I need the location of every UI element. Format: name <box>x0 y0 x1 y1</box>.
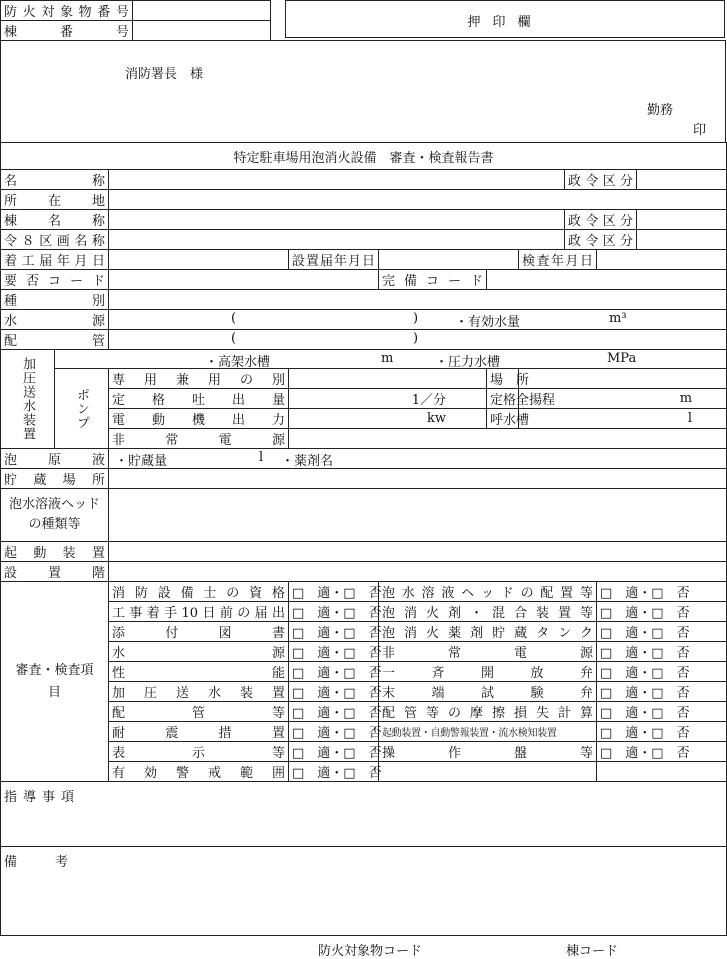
activation-field[interactable] <box>109 542 727 562</box>
elevated-tank-row[interactable] <box>55 350 727 369</box>
paren-close-2: ) <box>413 331 419 346</box>
addressee: 消防署長 様 <box>125 67 204 82</box>
pump-label: ポンプ <box>55 369 109 449</box>
unit-mpa: MPa <box>607 351 637 366</box>
building-name-field[interactable] <box>109 210 565 230</box>
unit-m3: m³ <box>609 311 627 326</box>
left-item-1: 工事着手10日前の届出 <box>109 602 289 622</box>
foam-head-type-label: 泡水溶液ヘッドの種類等 <box>1 489 109 542</box>
start-notice-field[interactable] <box>109 250 289 270</box>
location-field[interactable] <box>109 190 727 210</box>
right-check-7[interactable]: □ 適・□ 否 <box>597 722 727 742</box>
start-notice-label: 着工届年月日 <box>1 250 109 270</box>
piping-label: 配 管 <box>1 330 109 350</box>
left-item-5: 加圧送水装置 <box>109 682 289 702</box>
water-source-field[interactable] <box>109 310 727 330</box>
fire-object-number-field[interactable] <box>133 1 271 21</box>
priming-tank-label: 呼水槽 <box>487 409 519 429</box>
report-form <box>0 142 727 936</box>
paren-open: ( <box>231 311 237 326</box>
guidance-area[interactable] <box>1 782 727 847</box>
right-check-empty <box>597 762 727 782</box>
agent-name-label: ・薬剤名 <box>281 454 334 469</box>
left-check-8[interactable]: □ 適・□ 否 <box>289 742 379 762</box>
remarks-area[interactable] <box>1 847 727 936</box>
rated-discharge-unit: 1／分 <box>289 389 487 409</box>
motor-output-unit: kw <box>289 409 487 429</box>
foam-concentrate-label: 泡 原 液 <box>1 449 109 469</box>
left-item-7: 耐震措置 <box>109 722 289 742</box>
left-check-9[interactable]: □ 適・□ 否 <box>289 762 379 782</box>
remarks-label: 備 考 <box>4 855 73 870</box>
number-box <box>0 0 271 41</box>
seal-mark: 印 <box>693 123 707 138</box>
ordinance-field-2[interactable] <box>637 210 727 230</box>
unit-l2: l <box>259 450 264 465</box>
storage-place-label: 貯蔵場所 <box>1 469 109 489</box>
left-item-0: 消防設備士の資格 <box>109 582 289 602</box>
activation-label: 起動装置 <box>1 542 109 562</box>
right-item-1: 泡消火剤・混合装置等 <box>379 602 597 622</box>
foam-concentrate-field[interactable] <box>109 449 727 469</box>
left-check-3[interactable]: □ 適・□ 否 <box>289 642 379 662</box>
effective-water-label: ・有効水量 <box>455 315 521 330</box>
right-item-6: 配管等の摩擦損失計算 <box>379 702 597 722</box>
left-check-2[interactable]: □ 適・□ 否 <box>289 622 379 642</box>
storage-place-field[interactable] <box>109 469 727 489</box>
left-item-6: 配管等 <box>109 702 289 722</box>
right-item-0: 泡水溶液ヘッドの配置等 <box>379 582 597 602</box>
review-items-label: 審査・検査項目 <box>1 582 109 782</box>
ordinance-label: 政令区分 <box>565 170 637 190</box>
building-code-label: 棟コード <box>566 944 619 959</box>
storage-amount-label: ・貯蔵量 <box>115 454 168 469</box>
left-check-4[interactable]: □ 適・□ 否 <box>289 662 379 682</box>
name-label: 名 称 <box>1 170 109 190</box>
required-code-field[interactable] <box>109 270 379 290</box>
right-item-5: 末端試験弁 <box>379 682 597 702</box>
left-item-9: 有効警戒範囲 <box>109 762 289 782</box>
inspection-date-label: 検査年月日 <box>519 250 597 270</box>
addressee-area <box>0 40 726 142</box>
footer <box>0 932 726 958</box>
left-check-7[interactable]: □ 適・□ 否 <box>289 722 379 742</box>
install-floor-label: 設置階 <box>1 562 109 582</box>
type-label: 種 別 <box>1 290 109 310</box>
form-title: 特定駐車場用泡消火設備 審査・検査報告書 <box>1 143 727 170</box>
ordinance-label-3: 政令区分 <box>565 230 637 250</box>
guidance-label: 指導事項 <box>4 790 81 805</box>
left-check-0[interactable]: □ 適・□ 否 <box>289 582 379 602</box>
completion-code-label: 完備コード <box>379 270 487 290</box>
right-check-8[interactable]: □ 適・□ 否 <box>597 742 727 762</box>
install-notice-field[interactable] <box>379 250 519 270</box>
right-check-4[interactable]: □ 適・□ 否 <box>597 662 727 682</box>
unit-m: m <box>381 351 394 366</box>
right-check-3[interactable]: □ 適・□ 否 <box>597 642 727 662</box>
right-check-6[interactable]: □ 適・□ 否 <box>597 702 727 722</box>
required-code-label: 要否コード <box>1 270 109 290</box>
ordinance-field[interactable] <box>637 170 727 190</box>
emergency-power-field[interactable] <box>289 429 727 449</box>
paren-close: ) <box>413 311 419 326</box>
install-notice-label: 設置届年月日 <box>289 250 379 270</box>
pressure-tank-label: ・圧力水槽 <box>435 355 501 370</box>
piping-field[interactable] <box>109 330 727 350</box>
right-item-7: 起動装置・自動警報装置・流水検知装置 <box>379 722 597 742</box>
completion-code-field[interactable] <box>487 270 727 290</box>
rule8-label: 令８区画名称 <box>1 230 109 250</box>
place-label: 場 所 <box>487 369 519 389</box>
name-field[interactable] <box>109 170 565 190</box>
right-check-2[interactable]: □ 適・□ 否 <box>597 622 727 642</box>
location-label: 所 在 地 <box>1 190 109 210</box>
right-item-8: 操作盤等 <box>379 742 597 762</box>
rated-head-unit: m <box>519 389 727 409</box>
right-check-1[interactable]: □ 適・□ 否 <box>597 602 727 622</box>
fire-object-number-label: 防火対象物番号 <box>1 1 133 21</box>
dedicated-field[interactable] <box>289 369 487 389</box>
left-check-5[interactable]: □ 適・□ 否 <box>289 682 379 702</box>
right-check-0[interactable]: □ 適・□ 否 <box>597 582 727 602</box>
right-item-2: 泡消火薬剤貯蔵タンク <box>379 622 597 642</box>
rule8-field[interactable] <box>109 230 565 250</box>
left-item-2: 添付図書 <box>109 622 289 642</box>
motor-output-label: 電動機出力 <box>109 409 289 429</box>
dedicated-label: 専用兼用の別 <box>109 369 289 389</box>
foam-head-type-field[interactable] <box>109 489 727 542</box>
priming-tank-unit: l <box>519 409 727 429</box>
left-check-6[interactable]: □ 適・□ 否 <box>289 702 379 722</box>
elevated-tank-label: ・高架水槽 <box>205 355 271 370</box>
left-item-3: 水源 <box>109 642 289 662</box>
rated-head-label: 定格全揚程 <box>487 389 519 409</box>
water-source-label: 水 源 <box>1 310 109 330</box>
rated-discharge-label: 定格吐出量 <box>109 389 289 409</box>
ordinance-field-3[interactable] <box>637 230 727 250</box>
left-item-8: 表示等 <box>109 742 289 762</box>
right-item-3: 非常電源 <box>379 642 597 662</box>
building-name-label: 棟 名 称 <box>1 210 109 230</box>
ordinance-label-2: 政令区分 <box>565 210 637 230</box>
emergency-power-label: 非常電源 <box>109 429 289 449</box>
install-floor-field[interactable] <box>109 562 727 582</box>
type-field[interactable] <box>109 290 727 310</box>
building-number-field[interactable] <box>133 21 271 41</box>
pressure-device-label: 加圧送水装置 <box>1 350 55 449</box>
stamp-box[interactable] <box>285 0 725 38</box>
left-item-4: 性能 <box>109 662 289 682</box>
right-item-4: 一斉開放弁 <box>379 662 597 682</box>
employment-label: 勤務 <box>647 103 674 118</box>
paren-open-2: ( <box>231 331 237 346</box>
right-check-5[interactable]: □ 適・□ 否 <box>597 682 727 702</box>
left-check-1[interactable]: □ 適・□ 否 <box>289 602 379 622</box>
stamp-label: 押印欄 <box>467 15 543 30</box>
building-number-label: 棟 番 号 <box>1 21 133 41</box>
fire-object-code-label: 防火対象物コード <box>318 944 423 959</box>
inspection-date-field[interactable] <box>597 250 727 270</box>
place-field[interactable] <box>519 369 727 389</box>
right-item-empty <box>379 762 597 782</box>
